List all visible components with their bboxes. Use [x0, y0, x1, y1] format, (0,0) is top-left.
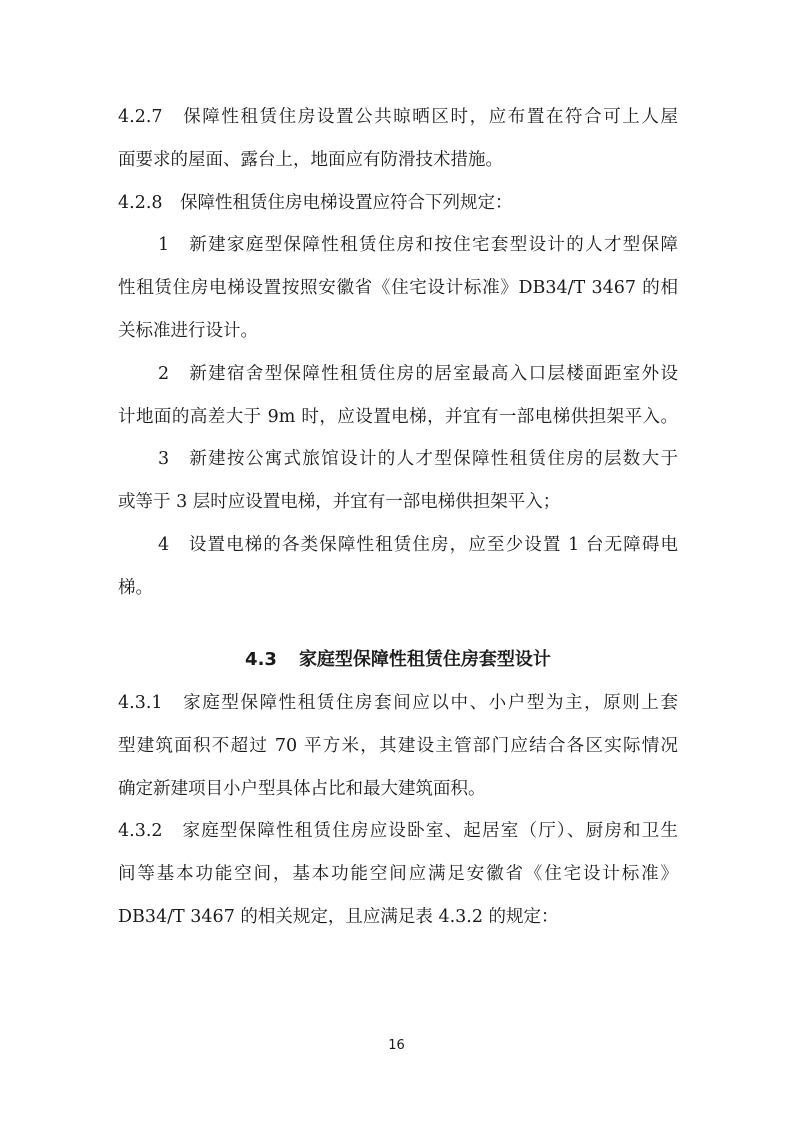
section-heading — [118, 640, 678, 680]
clause-4-3-2-line-1: 4.3.2 家庭型保障性租赁住房应设卧室、起居室（厅）、厨房和卫生 — [118, 821, 678, 841]
item-4-line-2: 梯。 — [118, 578, 153, 598]
clause-4-3-2-line-3: DB34/T 3467 的相关规定，且应满足表 4.3.2 的规定： — [118, 907, 559, 927]
clause-4-3-1-line-2: 型建筑面积不超过 70 平方米，其建设主管部门应结合各区实际情况 — [118, 736, 678, 756]
item-2-line-2: 计地面的高差大于 9m 时，应设置电梯，并宜有一部电梯供担架平入。 — [118, 407, 678, 427]
clause-4-2-7-line-2: 面要求的屋面、露台上，地面应有防滑技术措施。 — [118, 150, 503, 170]
item-4-line-1: 4 设置电梯的各类保障性租赁住房，应至少设置 1 台无障碍电 — [158, 535, 678, 555]
page-number: 16 — [388, 1038, 405, 1053]
item-3-line-1: 3 新建按公寓式旅馆设计的人才型保障性租赁住房的层数大于 — [158, 449, 678, 469]
clause-4-2-8-line-1: 4.2.8 保障性租赁住房电梯设置应符合下列规定： — [118, 193, 513, 213]
clause-4-3-2-line-2: 间等基本功能空间，基本功能空间应满足安徽省《住宅设计标准》 — [118, 864, 678, 884]
item-2-line-1: 2 新建宿舍型保障性租赁住房的居室最高入口层楼面距室外设 — [158, 364, 678, 384]
item-3-line-2: 或等于 3 层时应设置电梯，并宜有一部电梯供担架平入； — [118, 492, 561, 512]
clause-4-2-7-line-1: 4.2.7 保障性租赁住房设置公共晾晒区时，应布置在符合可上人屋 — [118, 107, 678, 127]
item-1-line-2: 性租赁住房电梯设置按照安徽省《住宅设计标准》DB34/T 3467 的相 — [118, 278, 678, 298]
clause-4-3-1-line-3: 确定新建项目小户型具体占比和最大建筑面积。 — [118, 779, 486, 799]
item-1-line-3: 关标准进行设计。 — [118, 321, 258, 341]
item-1-line-1: 1 新建家庭型保障性租赁住房和按住宅套型设计的人才型保障 — [158, 235, 678, 255]
section-heading-title: 家庭型保障性租赁住房套型设计 — [298, 649, 551, 670]
clause-4-3-1-line-1: 4.3.1 家庭型保障性租赁住房套间应以中、小户型为主，原则上套 — [118, 693, 678, 713]
section-heading-number: 4.3 — [245, 649, 277, 670]
